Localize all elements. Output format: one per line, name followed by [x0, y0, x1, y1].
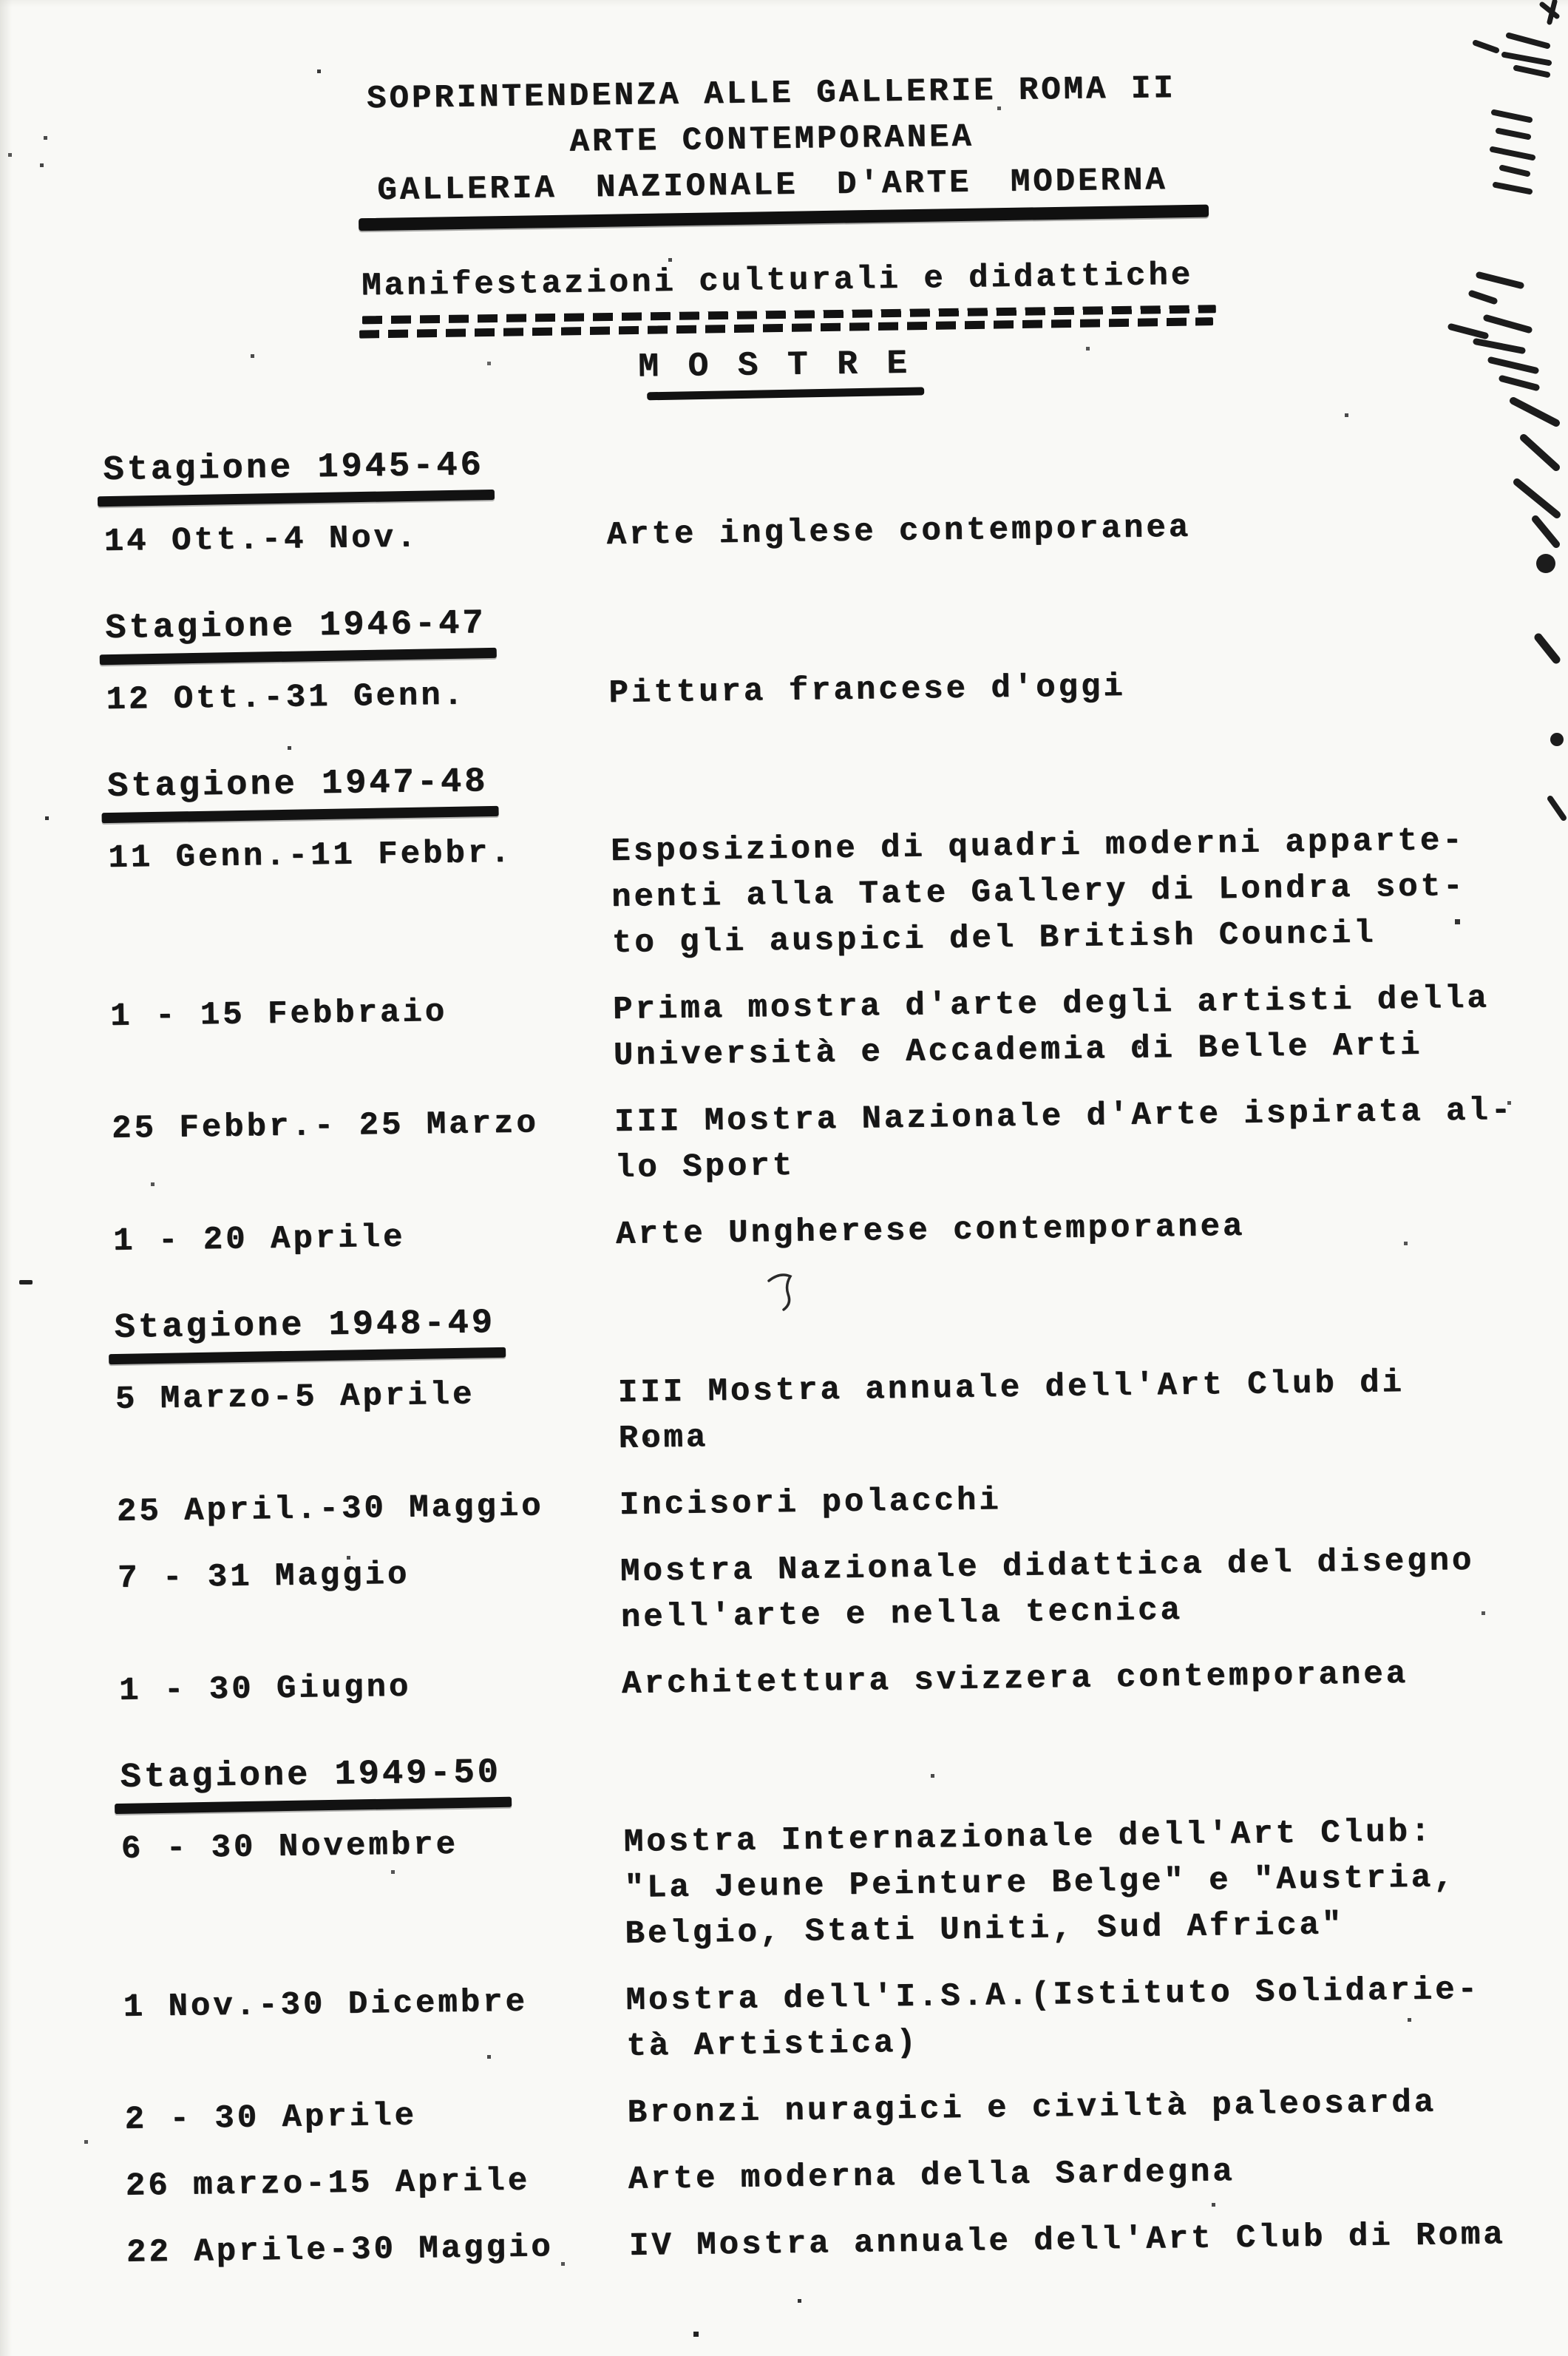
- exhibition-date: 7 - 31 Maggio: [117, 1556, 410, 1597]
- exhibition-row: [103, 500, 1561, 565]
- exhibition-title: Arte moderna della Sardegna: [628, 2153, 1235, 2198]
- exhibition-title: IV Mostra annuale dell'Art Club di Roma: [628, 2216, 1506, 2265]
- exhibition-date: 5 Marzo-5 Aprile: [115, 1376, 475, 1418]
- season-heading: Stagione 1948-49: [114, 1304, 496, 1348]
- exhibition-row: [121, 1807, 1568, 1964]
- scan-noise: [0, 0, 2, 2]
- header-line-1: SOPRINTENDENZA ALLE GALLERIE ROMA II: [366, 70, 1176, 118]
- exhibition-title: Bronzi nuragici e civiltà paleosarda: [627, 2084, 1437, 2132]
- exhibition-title: III Mostra annuale dell'Art Club di Roma: [617, 1364, 1405, 1458]
- header-line-3: GALLERIA NAZIONALE D'ARTE MODERNA: [377, 162, 1168, 210]
- exhibition-row: [115, 1358, 1568, 1469]
- exhibition-date: 1 Nov.-30 Dicembre: [123, 1983, 529, 2026]
- exhibition-row: [123, 1966, 1568, 2076]
- season-heading: Stagione 1946-47: [104, 604, 486, 649]
- page-title: M O S T R E: [638, 344, 912, 387]
- exhibition-date: 26 marzo-15 Aprile: [125, 2162, 531, 2205]
- season-heading-wrap: [107, 759, 489, 822]
- exhibition-date: 1 - 20 Aprile: [112, 1219, 406, 1260]
- exhibition-title: Arte Ungherese contemporanea: [615, 1208, 1246, 1253]
- exhibition-title: Mostra Nazionale didattica del disegno nell'arte e nella tecnica: [620, 1542, 1475, 1636]
- exhibition-row: [112, 1087, 1568, 1198]
- exhibition-date: 25 April.-30 Maggio: [116, 1488, 544, 1531]
- exhibition-title: Architettura svizzera contemporanea: [621, 1656, 1409, 1703]
- season-section-1947-48: [107, 745, 1568, 1265]
- exhibition-date: 12 Ott.-31 Genn.: [106, 677, 466, 719]
- season-section-1946-47: [105, 587, 1564, 723]
- season-section-1945-46: [103, 429, 1561, 565]
- header-line-2: ARTE CONTEMPORANEA: [569, 118, 975, 161]
- exhibition-title: Esposizione di quadri moderni apparte- nenti alla Tate Gallery di Londra sot- to gli auspici del British Council: [610, 822, 1466, 963]
- exhibition-title: Pittura francese d'oggi: [608, 668, 1127, 713]
- exhibition-row: [118, 1537, 1568, 1648]
- exhibition-row: [124, 2078, 1568, 2143]
- exhibition-date: 1 - 30 Giugno: [118, 1668, 412, 1710]
- exhibition-row: [119, 1649, 1568, 1714]
- season-heading-wrap: [105, 601, 486, 664]
- exhibition-row: [125, 2145, 1568, 2210]
- exhibition-row: [126, 2211, 1568, 2276]
- exhibition-title: Mostra Internazionale dell'Art Club: "La Jeune Peinture Belge" e "Austria, Belgio, Stati Uniti, Sud Africa": [623, 1813, 1456, 1953]
- document-header: [0, 0, 1559, 408]
- exhibition-date: 25 Febbr.- 25 Marzo: [111, 1105, 540, 1148]
- exhibition-listing: [0, 429, 1568, 2278]
- exhibition-row: [106, 658, 1564, 723]
- season-heading-wrap: [114, 1301, 495, 1364]
- exhibition-date: 2 - 30 Aprile: [124, 2097, 418, 2139]
- season-heading-wrap: [120, 1750, 501, 1813]
- season-section-1948-49: [114, 1287, 1568, 1714]
- season-heading: Stagione 1949-50: [120, 1753, 502, 1798]
- exhibition-date: 14 Ott.-4 Nov.: [103, 519, 419, 561]
- season-heading-wrap: [103, 443, 484, 506]
- exhibition-row: [110, 975, 1568, 1086]
- exhibition-title: III Mostra Nazionale d'Arte ispirata al- lo Sport: [614, 1092, 1514, 1188]
- season-section-1949-50: [120, 1736, 1568, 2276]
- exhibition-title: Incisori polacchi: [619, 1482, 1002, 1524]
- exhibition-date: 11 Genn.-11 Febbr.: [108, 834, 513, 877]
- subtitle-block: [362, 248, 1558, 337]
- exhibition-row: [113, 1199, 1568, 1265]
- subtitle: Manifestazioni culturali e didattiche: [361, 257, 1194, 305]
- exhibition-date: 22 Aprile-30 Maggio: [126, 2229, 554, 2272]
- season-heading: Stagione 1947-48: [106, 762, 489, 807]
- season-heading: Stagione 1945-46: [103, 446, 485, 490]
- exhibition-row: [117, 1470, 1568, 1535]
- exhibition-title: Mostra dell'I.S.A.(Istituto Solidarie- tà Artistica): [625, 1971, 1481, 2065]
- exhibition-row: [108, 816, 1567, 973]
- exhibition-title: Arte inglese contemporanea: [606, 509, 1192, 555]
- exhibition-date: 6 - 30 Novembre: [121, 1826, 459, 1868]
- exhibition-date: 1 - 15 Febbraio: [109, 993, 448, 1035]
- title-block: [0, 332, 1559, 408]
- exhibition-title: Prima mostra d'arte degli artisti della Università e Accademia di Belle Arti: [612, 980, 1490, 1075]
